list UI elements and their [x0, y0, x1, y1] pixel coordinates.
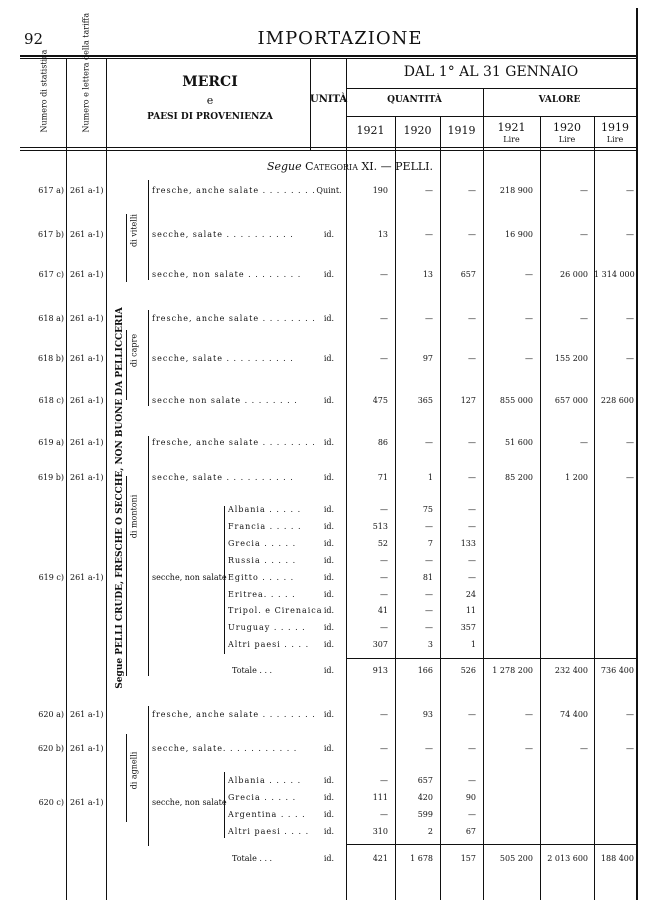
row-619a-v1920: — [580, 438, 588, 447]
row-617b-desc: secche, salate . . . . . . . . . . [152, 230, 294, 239]
total-619c-v1921: 1 278 200 [492, 666, 533, 675]
country-620c-3-q1920: 2 [427, 827, 433, 836]
row-619b-unit: id. [323, 473, 335, 482]
country-619c-4-q1919: — [468, 573, 476, 582]
country-619c-7-q1921: — [380, 623, 388, 632]
top-rule [20, 55, 636, 57]
vitelli-label: di vitelli [129, 214, 139, 247]
country-619c-3-q1921: — [380, 556, 388, 565]
row-618a-desc: fresche, anche salate . . . . . . . . [152, 314, 316, 323]
row-617c-unit: id. [323, 270, 335, 279]
row-618b-unit: id. [323, 354, 335, 363]
header-e: e [206, 94, 214, 107]
row-618a-v1919: — [626, 314, 634, 323]
row-617b-q1920: — [425, 230, 433, 239]
country-619c-6-name: Tripol. e Cirenaica [228, 606, 323, 615]
row-619a-q1920: — [425, 438, 433, 447]
country-619c-5-q1921: — [380, 590, 388, 599]
country-619c-2-unit: id. [323, 539, 335, 548]
row-617c-q1919: 657 [460, 270, 476, 279]
country-620c-1-name: Grecia . . . . . [228, 793, 297, 802]
country-619c-7-name: Uruguay . . . . . [228, 623, 306, 632]
row-619b-q1920: 1 [427, 473, 433, 482]
header-bottom-rule [20, 147, 636, 148]
country-619c-7-q1919: 357 [460, 623, 476, 632]
total-619c-q1920: 166 [417, 666, 433, 675]
total-619c-v1919: 736 400 [600, 666, 634, 675]
lire-1921: Lire [503, 135, 520, 144]
header-paesi: PAESI DI PROVENIENZA [147, 112, 273, 122]
row-617c-v1921: — [525, 270, 533, 279]
country-619c-6-unit: id. [323, 606, 335, 615]
total-619c-unit: id. [323, 666, 335, 675]
country-620c-0-unit: id. [323, 776, 335, 785]
row-619a-q1919: — [468, 438, 476, 447]
country-619c-2-q1921: 52 [377, 539, 388, 548]
country-619c-7-q1920: — [425, 623, 433, 632]
row-618c-v1921: 855 000 [499, 396, 533, 405]
country-620c-3-unit: id. [323, 827, 335, 836]
country-620c-1-unit: id. [323, 793, 335, 802]
row-620a-q1920: 93 [422, 710, 433, 719]
row-619b-q1919: — [468, 473, 476, 482]
row-619a-v1921: 51 600 [505, 438, 533, 447]
row-619b-v1921: 85 200 [505, 473, 533, 482]
top-rule-2 [20, 58, 636, 59]
country-619c-5-q1920: — [425, 590, 433, 599]
country-619c-4-q1921: — [380, 573, 388, 582]
country-619c-1-q1921: 513 [372, 522, 388, 531]
country-619c-8-unit: id. [323, 640, 335, 649]
row-619b-v1920: 1 200 [565, 473, 588, 482]
row-619b-desc: secche, salate . . . . . . . . . . [152, 473, 294, 482]
row-618a-q1921: — [380, 314, 388, 323]
row-617b-v1921: 16 900 [505, 230, 533, 239]
country-620c-2-q1920: 599 [417, 810, 433, 819]
bracket-agnelli [126, 734, 127, 822]
row-618b-v1921: — [525, 354, 533, 363]
row-617a-q1919: — [468, 186, 476, 195]
total-619c-rule [346, 658, 636, 659]
country-620c-3-q1921: 310 [372, 827, 388, 836]
header-bottom-rule-2 [20, 150, 636, 151]
country-619c-8-q1920: 3 [427, 640, 433, 649]
bracket-montoni-inner [148, 436, 149, 676]
header-period: DAL 1° AL 31 GENNAIO [403, 64, 579, 80]
country-620c-3-q1919: 67 [465, 827, 476, 836]
row-619a-desc: fresche, anche salate . . . . . . . . [152, 438, 316, 447]
row-618b-desc: secche, salate . . . . . . . . . . [152, 354, 294, 363]
year-v-1921: 1921 [497, 121, 526, 134]
row-620a-unit: id. [323, 710, 335, 719]
year-q-1919: 1919 [447, 124, 476, 137]
row-620b-v1919: — [626, 744, 634, 753]
row-620a-q1919: — [468, 710, 476, 719]
country-619c-0-q1919: — [468, 505, 476, 514]
row-617a-stat: 617 a) [38, 186, 64, 195]
country-619c-5-name: Eritrea. . . . . [228, 590, 296, 599]
row-620c-tariff: 261 a-1) [70, 798, 104, 807]
row-617b-tariff: 261 a-1) [70, 230, 104, 239]
lire-1919: Lire [606, 135, 624, 144]
row-617a-q1921: 190 [372, 186, 388, 195]
total-619c-label: Totale . . . [232, 666, 273, 675]
country-619c-6-q1920: — [425, 606, 433, 615]
row-618a-q1919: — [468, 314, 476, 323]
montoni-label: di montoni [129, 494, 139, 539]
row-620b-q1920: — [425, 744, 433, 753]
row-617a-tariff: 261 a-1) [70, 186, 104, 195]
row-619b-tariff: 261 a-1) [70, 473, 104, 482]
agnelli-label: di agnelli [129, 751, 139, 790]
country-620c-2-q1919: — [468, 810, 476, 819]
row-619c-desc: secche, non salate [152, 573, 227, 582]
row-617b-q1919: — [468, 230, 476, 239]
col-sep-stat [66, 58, 67, 900]
bracket-agnelli-inner [148, 706, 149, 846]
bracket-vitelli [126, 214, 127, 282]
total-620c-v1919: 188 400 [600, 854, 634, 863]
total-619c-v1920: 232 400 [554, 666, 588, 675]
country-620c-2-unit: id. [323, 810, 335, 819]
row-617c-tariff: 261 a-1) [70, 270, 104, 279]
country-619c-3-unit: id. [323, 556, 335, 565]
row-619a-q1921: 86 [377, 438, 388, 447]
row-620a-desc: fresche, anche salate . . . . . . . . [152, 710, 316, 719]
bracket-vitelli-inner [148, 180, 149, 280]
lire-1920: Lire [558, 135, 576, 144]
header-tariff: Numero e lettera della tariffa [81, 12, 91, 133]
total-620c-q1920: 1 678 [410, 854, 433, 863]
year-v-1919: 1919 [601, 121, 629, 134]
row-618b-q1921: — [380, 354, 388, 363]
bracket-montoni [126, 476, 127, 676]
country-619c-0-unit: id. [323, 505, 335, 514]
page-edge-rule [636, 8, 638, 900]
bracket-capre [126, 330, 127, 400]
header-valore: VALORE [538, 95, 581, 105]
capre-label: di capre [129, 333, 139, 368]
country-620c-2-name: Argentina . . . . [228, 810, 306, 819]
row-619a-stat: 619 a) [38, 438, 64, 447]
row-620b-unit: id. [323, 744, 335, 753]
row-618b-q1919: — [468, 354, 476, 363]
year-q-1920: 1920 [403, 124, 432, 137]
bracket-capre-inner [148, 310, 149, 406]
total-620c-unit: id. [323, 854, 335, 863]
country-620c-3-name: Altri paesi . . . . [228, 827, 310, 836]
row-618c-v1919: 228 600 [600, 396, 634, 405]
row-619a-v1919: — [626, 438, 634, 447]
country-619c-4-q1920: 81 [422, 573, 433, 582]
row-618c-stat: 618 c) [38, 396, 64, 405]
row-618c-desc: secche non salate . . . . . . . . [152, 396, 298, 405]
country-619c-4-name: Egitto . . . . . [228, 573, 295, 582]
country-619c-8-q1921: 307 [372, 640, 388, 649]
row-617a-v1920: — [580, 186, 588, 195]
section-label: Categoria XI. — PELLI. [305, 160, 434, 173]
row-618c-unit: id. [323, 396, 335, 405]
row-620a-stat: 620 a) [38, 710, 64, 719]
total-620c-rule [346, 844, 636, 845]
row-617b-stat: 617 b) [37, 230, 64, 239]
year-q-1921: 1921 [356, 124, 385, 137]
period-rule [346, 88, 636, 89]
row-620b-q1919: — [468, 744, 476, 753]
header-unita: UNITÀ [310, 94, 348, 105]
row-618c-q1921: 475 [372, 396, 388, 405]
total-619c-q1921: 913 [372, 666, 388, 675]
country-619c-6-q1921: 41 [377, 606, 388, 615]
header-stat: Numero di statistica [39, 49, 49, 133]
row-618b-stat: 618 b) [37, 354, 64, 363]
row-619b-stat: 619 b) [37, 473, 64, 482]
total-620c-label: Totale . . . [232, 854, 273, 863]
row-620c-desc: secche, non salate [152, 798, 227, 807]
section-heading [200, 160, 500, 173]
row-618a-v1921: — [525, 314, 533, 323]
row-617b-v1920: — [580, 230, 588, 239]
row-618a-unit: id. [323, 314, 335, 323]
row-618a-q1920: — [425, 314, 433, 323]
row-619b-q1921: 71 [377, 473, 388, 482]
country-619c-1-unit: id. [323, 522, 335, 531]
row-619b-v1919: — [626, 473, 634, 482]
row-617c-stat: 617 c) [38, 270, 64, 279]
page-number: 92 [24, 30, 44, 48]
row-617b-q1921: 13 [377, 230, 388, 239]
country-619c-4-unit: id. [323, 573, 335, 582]
category-side-label: Segue PELLI CRUDE, FRESCHE O SECCHE, NON BUONE DA PELLICCERIA [115, 307, 125, 689]
country-619c-3-q1919: — [468, 556, 476, 565]
section-segue: Segue [266, 160, 302, 173]
country-619c-1-q1920: — [425, 522, 433, 531]
country-619c-0-q1920: 75 [422, 505, 433, 514]
total-620c-v1921: 505 200 [499, 854, 533, 863]
row-618b-tariff: 261 a-1) [70, 354, 104, 363]
row-620a-tariff: 261 a-1) [70, 710, 104, 719]
row-618c-q1919: 127 [460, 396, 476, 405]
row-617c-v1920: 26 000 [560, 270, 588, 279]
row-617a-v1921: 218 900 [499, 186, 533, 195]
row-617c-q1921: — [380, 270, 388, 279]
country-619c-6-q1919: 11 [465, 606, 476, 615]
country-619c-2-name: Grecia . . . . . [228, 539, 297, 548]
row-617a-desc: fresche, anche salate . . . . . . . . [152, 186, 316, 195]
row-617c-v1919: 1 314 000 [594, 270, 635, 279]
row-617c-desc: secche, non salate . . . . . . . . [152, 270, 302, 279]
row-620a-v1919: — [626, 710, 634, 719]
country-620c-0-name: Albania . . . . . [228, 776, 302, 785]
row-620b-desc: secche, salate. . . . . . . . . . . [152, 744, 298, 753]
row-617a-q1920: — [425, 186, 433, 195]
country-620c-0-q1920: 657 [417, 776, 433, 785]
year-v-1920: 1920 [553, 121, 581, 134]
row-620a-v1920: 74 400 [560, 710, 588, 719]
row-620a-v1921: — [525, 710, 533, 719]
row-620b-stat: 620 b) [37, 744, 64, 753]
row-618c-tariff: 261 a-1) [70, 396, 104, 405]
row-617b-v1919: — [626, 230, 634, 239]
total-620c-v1920: 2 013 600 [547, 854, 588, 863]
page-title: IMPORTAZIONE [257, 28, 423, 49]
country-619c-3-q1920: — [425, 556, 433, 565]
row-619a-tariff: 261 a-1) [70, 438, 104, 447]
col-sep-qv [483, 88, 484, 900]
row-619a-unit: id. [323, 438, 335, 447]
row-618b-v1919: — [626, 354, 634, 363]
country-619c-8-q1919: 1 [470, 640, 476, 649]
col-sep-tariff [106, 58, 107, 900]
row-620b-v1921: — [525, 744, 533, 753]
country-620c-1-q1921: 111 [372, 793, 388, 802]
country-619c-0-name: Albania . . . . . [228, 505, 302, 514]
header-merci: MERCI [182, 74, 238, 90]
country-619c-0-q1921: — [380, 505, 388, 514]
country-619c-5-unit: id. [323, 590, 335, 599]
row-620a-q1921: — [380, 710, 388, 719]
total-619c-q1919: 526 [460, 666, 476, 675]
row-618c-q1920: 365 [417, 396, 433, 405]
total-620c-q1919: 157 [460, 854, 476, 863]
row-620b-v1920: — [580, 744, 588, 753]
country-620c-1-q1919: 90 [465, 793, 476, 802]
row-620b-q1921: — [380, 744, 388, 753]
row-619c-tariff: 261 a-1) [70, 573, 104, 582]
row-618a-tariff: 261 a-1) [70, 314, 104, 323]
country-619c-2-q1919: 133 [460, 539, 476, 548]
country-620c-2-q1921: — [380, 810, 388, 819]
row-617a-v1919: — [626, 186, 634, 195]
years-rule [346, 116, 636, 117]
total-620c-q1921: 421 [372, 854, 388, 863]
country-620c-0-q1919: — [468, 776, 476, 785]
row-618a-v1920: — [580, 314, 588, 323]
row-618b-v1920: 155 200 [554, 354, 588, 363]
row-618a-stat: 618 a) [38, 314, 64, 323]
row-620c-stat: 620 c) [38, 798, 64, 807]
row-617a-unit: Quint. [316, 186, 342, 195]
country-620c-1-q1920: 420 [417, 793, 433, 802]
row-617b-unit: id. [323, 230, 335, 239]
country-619c-7-unit: id. [323, 623, 335, 632]
row-619c-stat: 619 c) [38, 573, 64, 582]
header-quantita: QUANTITÀ [387, 95, 442, 105]
country-619c-5-q1919: 24 [465, 590, 476, 599]
country-619c-1-q1919: — [468, 522, 476, 531]
country-619c-1-name: Francia . . . . . [228, 522, 302, 531]
row-620b-tariff: 261 a-1) [70, 744, 104, 753]
row-618c-v1920: 657 000 [554, 396, 588, 405]
country-619c-3-name: Russia . . . . . [228, 556, 297, 565]
row-618b-q1920: 97 [422, 354, 433, 363]
country-619c-2-q1920: 7 [427, 539, 433, 548]
row-617c-q1920: 13 [422, 270, 433, 279]
country-619c-8-name: Altri paesi . . . . [228, 640, 310, 649]
country-620c-0-q1921: — [380, 776, 388, 785]
